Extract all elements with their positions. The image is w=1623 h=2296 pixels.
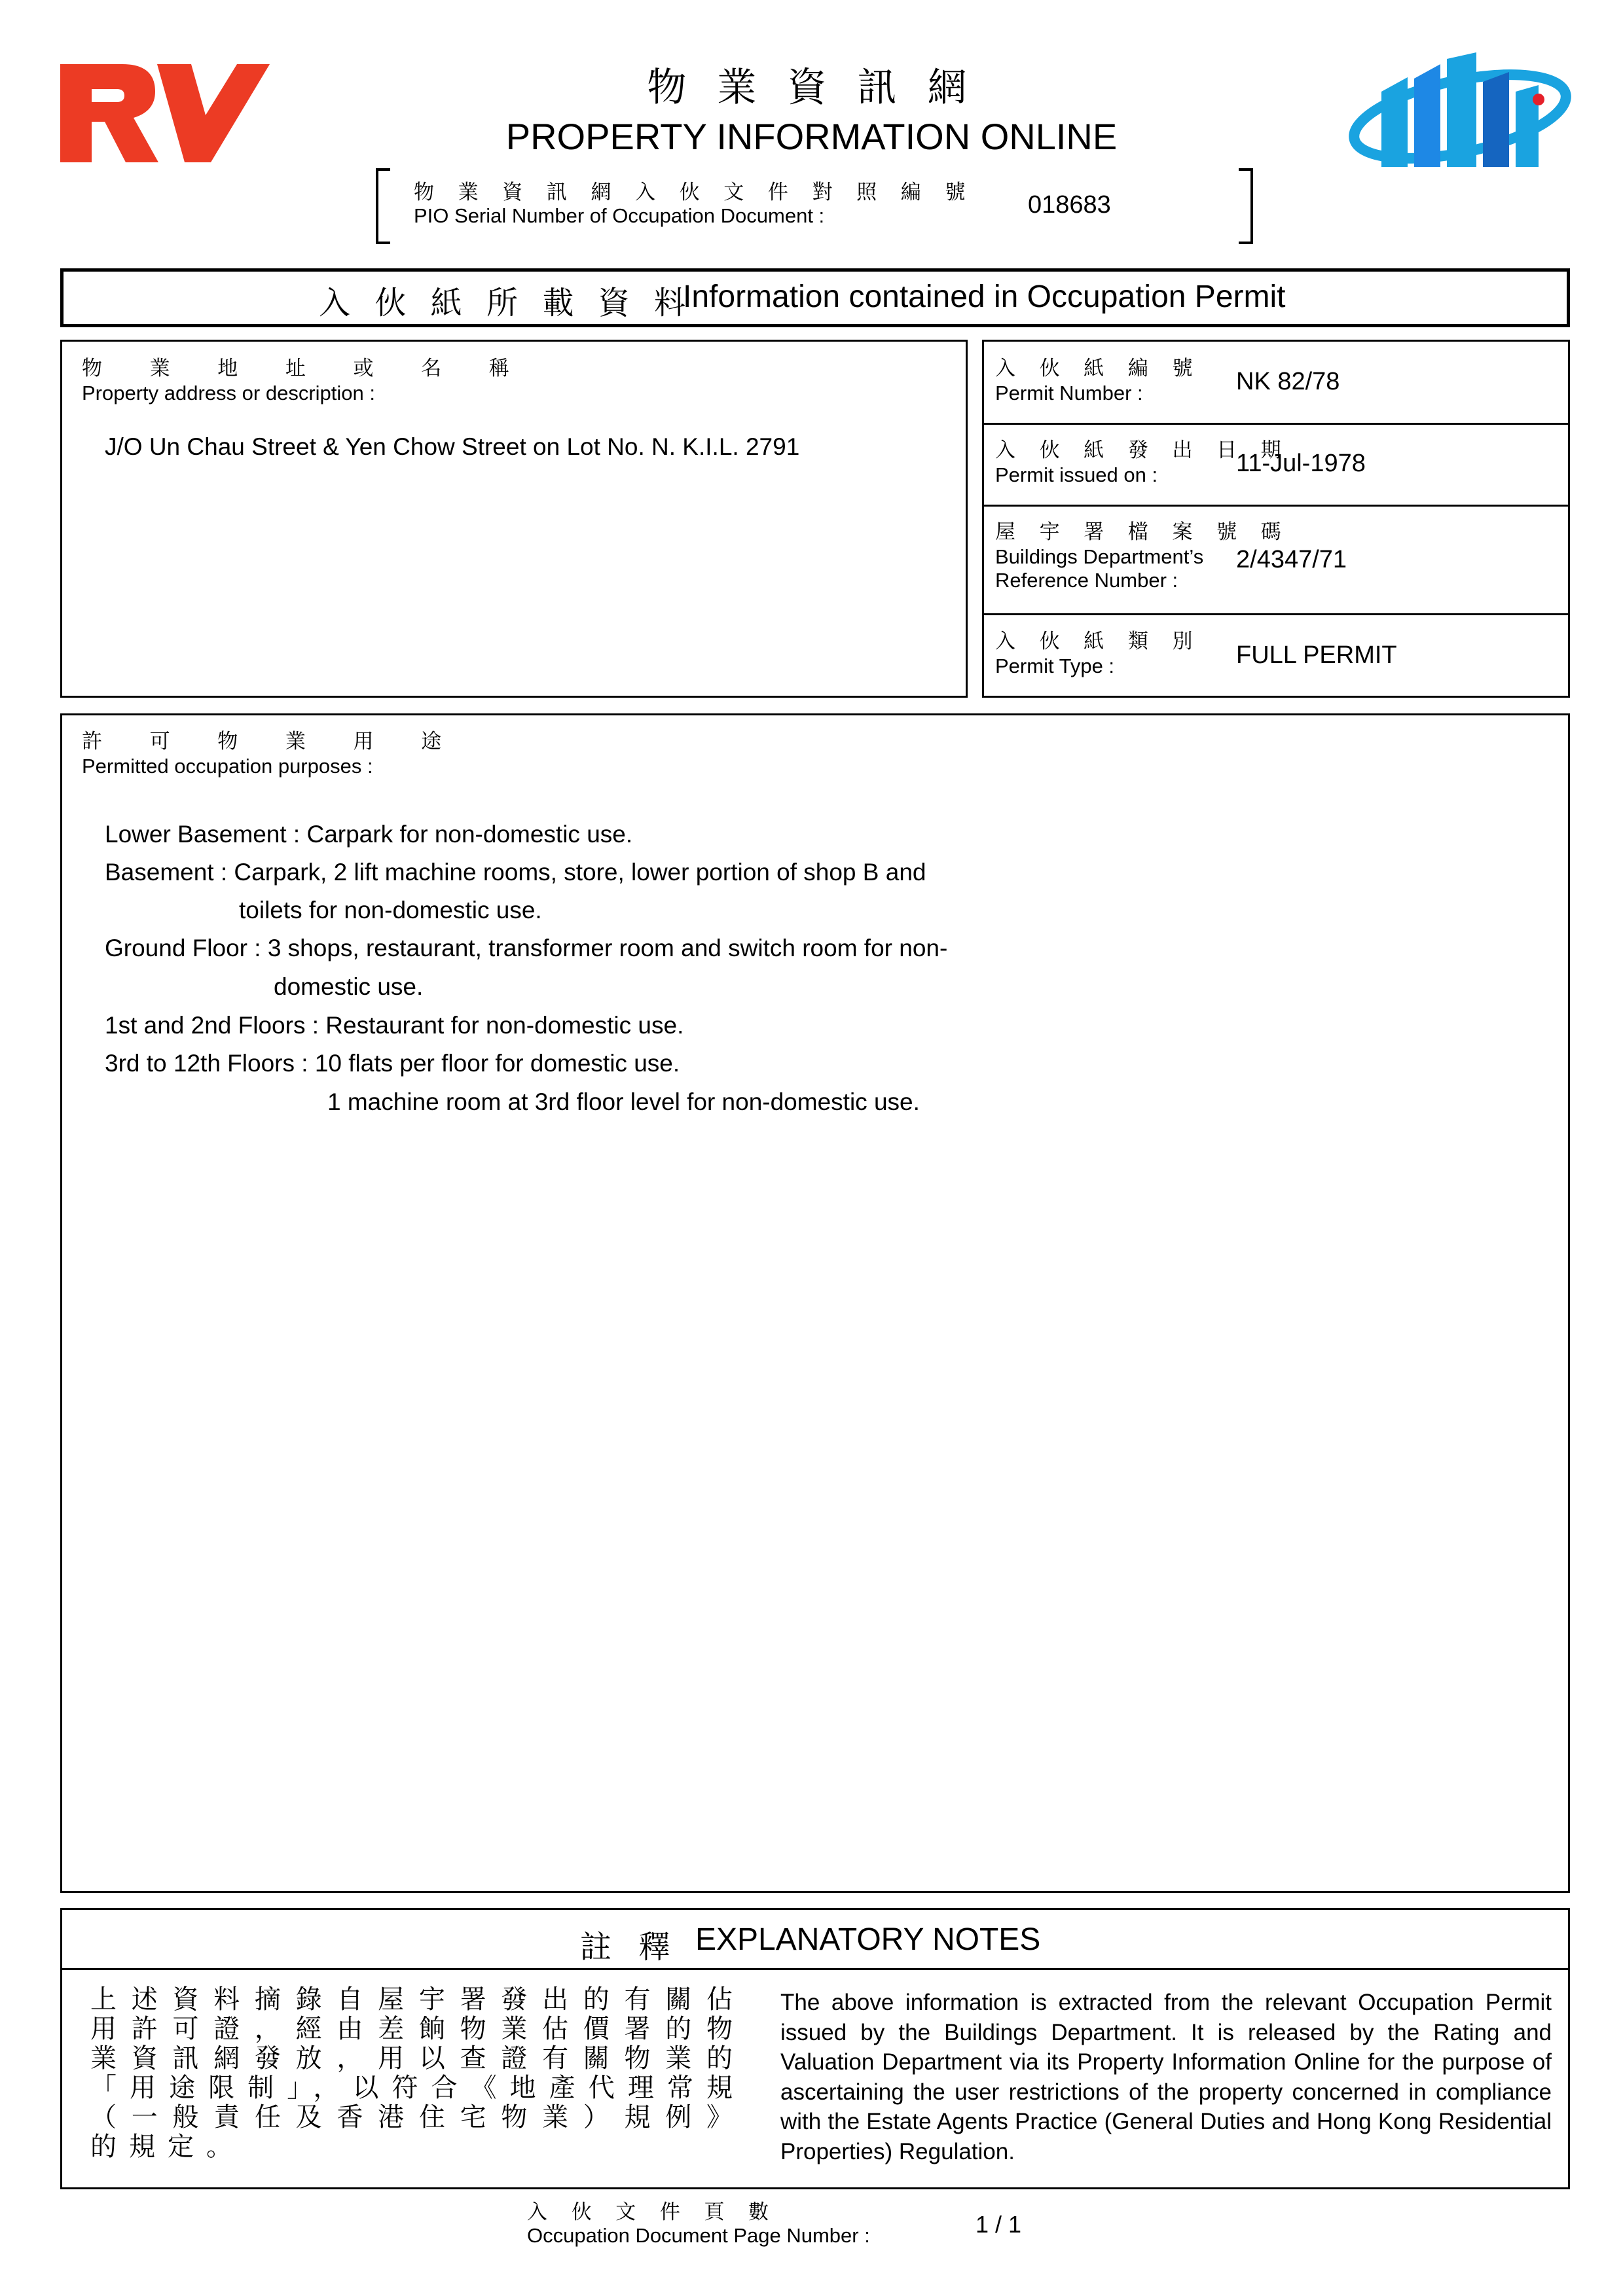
left-bracket	[376, 168, 390, 244]
permit-number-value: NK 82/78	[1236, 368, 1340, 395]
section-title-en: Information contained in Occupation Permit	[683, 279, 1286, 314]
bd-reference-value: 2/4347/71	[1236, 546, 1347, 573]
purpose-line: Lower Basement : Carpark for non-domestic use.	[105, 821, 633, 848]
bd-reference-label-en-2: Reference Number :	[995, 569, 1178, 592]
purpose-line: Ground Floor : 3 shops, restaurant, transformer room and switch room for non-	[105, 935, 948, 961]
permit-number-label-zh: 入 伙 紙 編 號	[995, 357, 1202, 380]
section-title-zh: 入 伙 紙 所 載 資 料	[319, 286, 694, 321]
bd-reference-label-zh: 屋 宇 署 檔 案 號 碼	[995, 520, 1290, 543]
divider	[982, 423, 1570, 425]
permit-type-label-en: Permit Type :	[995, 655, 1115, 677]
purpose-line: toilets for non-domestic use.	[239, 897, 542, 924]
bd-reference-label-en: Buildings Department’s	[995, 545, 1204, 568]
property-label-en: Property address or description :	[82, 382, 375, 404]
notes-title-zh: 註 釋	[580, 1930, 680, 1965]
permit-type-value: FULL PERMIT	[1236, 641, 1397, 669]
purposes-label-en: Permitted occupation purposes :	[82, 755, 373, 778]
serial-label-zh: 物 業 資 訊 網 入 伙 文 件 對 照 編 號	[414, 181, 975, 204]
purpose-line: 3rd to 12th Floors : 10 flats per floor for domestic use.	[105, 1050, 680, 1077]
purposes-label-zh: 許 可 物 業 用 途	[82, 730, 463, 753]
notes-text-zh: 上述資料摘錄自屋宇署發出的有關佔用許可證，經由差餉物業估價署的物業資訊網發放，用以查證有關物業的「用途限制」，以符合《地產代理常規（一般責任及香港住宅物業）規例》的規定。	[90, 1985, 745, 2161]
permitted-purposes-box	[60, 713, 1570, 1893]
permit-type-label-zh: 入 伙 紙 類 別	[995, 630, 1202, 653]
right-bracket	[1239, 168, 1253, 244]
page-title-zh: 物 業 資 訊 網	[647, 65, 976, 111]
property-label-zh: 物 業 地 址 或 名 稱	[82, 357, 530, 380]
permit-issued-value: 11-Jul-1978	[1236, 450, 1366, 477]
page-title-en: PROPERTY INFORMATION ONLINE	[505, 116, 1118, 157]
divider	[60, 1968, 1570, 1970]
page-number-label-en: Occupation Document Page Number :	[527, 2224, 870, 2247]
permit-issued-label-en: Permit issued on :	[995, 463, 1158, 486]
page-number-label-zh: 入 伙 文 件 頁 數	[527, 2200, 778, 2223]
serial-value: 018683	[1028, 191, 1111, 219]
purpose-line: domestic use.	[274, 973, 424, 1000]
divider	[982, 505, 1570, 507]
purpose-line: 1 machine room at 3rd floor level for non-domestic use.	[327, 1088, 920, 1115]
notes-title-en: EXPLANATORY NOTES	[695, 1922, 1041, 1957]
property-address-value: J/O Un Chau Street & Yen Chow Street on Lot No. N. K.I.L. 2791	[105, 433, 800, 460]
divider	[982, 613, 1570, 615]
page-number-value: 1 / 1	[976, 2211, 1022, 2238]
permit-number-label-en: Permit Number :	[995, 382, 1143, 404]
serial-label-en: PIO Serial Number of Occupation Document :	[414, 204, 825, 227]
notes-text-en: The above information is extracted from the relevant Occupation Permit issued by the Buildings Department. It is released by the Rating and Valuation Department via its Property Information Online for the purpose of ascertaining the user restrictions of the property concerned in compliance with the Estate Agents Practice (General Duties and Hong Kong Residential Properties) Regulation.	[780, 1990, 1552, 2164]
purpose-line: Basement : Carpark, 2 lift machine rooms, store, lower portion of shop B and	[105, 859, 926, 886]
permit-issued-label-zh: 入 伙 紙 發 出 日 期	[995, 439, 1290, 461]
purpose-line: 1st and 2nd Floors : Restaurant for non-domestic use.	[105, 1012, 684, 1039]
